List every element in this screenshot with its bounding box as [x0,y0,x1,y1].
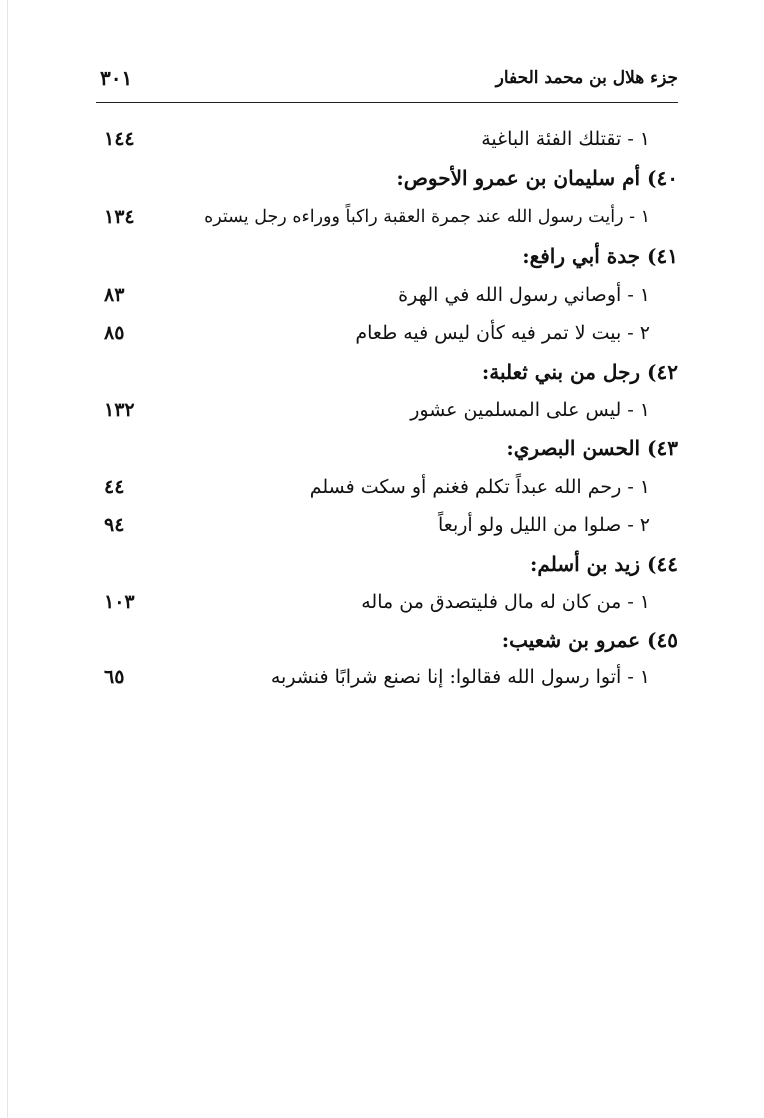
entry-text: ٢ - صلوا من الليل ولو أربعاً [438,514,650,536]
entry-number: ١٠٣ [104,591,135,613]
index-entry [96,200,678,234]
entry-number: ٨٣ [104,284,125,306]
entry-number: ١٤٤ [104,128,135,150]
entry-text: ١ - تقتلك الفئة الباغية [481,128,650,150]
entry-number: ٩٤ [104,514,125,536]
page-header [96,62,678,98]
heading-text: ٤٤) زيد بن أسلم: [530,552,678,576]
heading-text: ٤٥) عمرو بن شعيب: [501,628,678,652]
heading-text: ٤٠) أم سليمان بن عمرو الأحوص: [396,166,678,190]
entry-text: ١ - من كان له مال فليتصدق من ماله [361,591,650,613]
index-entry [96,278,678,312]
entry-number: ٤٤ [104,476,125,498]
index-entry [96,316,678,350]
header-rule [96,102,678,103]
index-entry [96,393,678,427]
entry-number: ٦٥ [104,666,125,688]
entry-text: ١ - رأيت رسول الله عند جمرة العقبة راكباً ووراءه رجل يستره [204,207,650,227]
heading-text: ٤٢) رجل من بني ثعلبة: [481,360,678,384]
entry-text: ١ - ليس على المسلمين عشور [410,399,650,421]
narrator-heading [96,623,678,657]
entry-text: ٢ - بيت لا تمر فيه كأن ليس فيه طعام [355,322,650,344]
entry-number: ١٣٤ [104,206,135,228]
index-entry [96,122,678,156]
index-entry [96,470,678,504]
narrator-heading [96,161,678,195]
entry-text: ١ - أوصاني رسول الله في الهرة [398,284,650,306]
entry-number: ١٣٢ [104,399,135,421]
entry-text: ١ - أتوا رسول الله فقالوا: إنا نصنع شرابًا فنشربه [270,666,650,688]
entry-text: ١ - رحم الله عبداً تكلم فغنم أو سكت فسلم [309,476,650,498]
narrator-heading [96,547,678,581]
scan-edge [7,0,8,1118]
index-entry [96,508,678,542]
narrator-heading [96,355,678,389]
narrator-heading [96,431,678,465]
heading-text: ٤١) جدة أبي رافع: [522,244,678,268]
index-entry [96,585,678,619]
page-number: ٣٠١ [100,66,133,90]
narrator-heading [96,239,678,273]
entry-number: ٨٥ [104,322,125,344]
index-entry [96,660,678,694]
heading-text: ٤٣) الحسن البصري: [506,436,678,460]
running-title: جزء هلال بن محمد الحفار [495,68,678,88]
